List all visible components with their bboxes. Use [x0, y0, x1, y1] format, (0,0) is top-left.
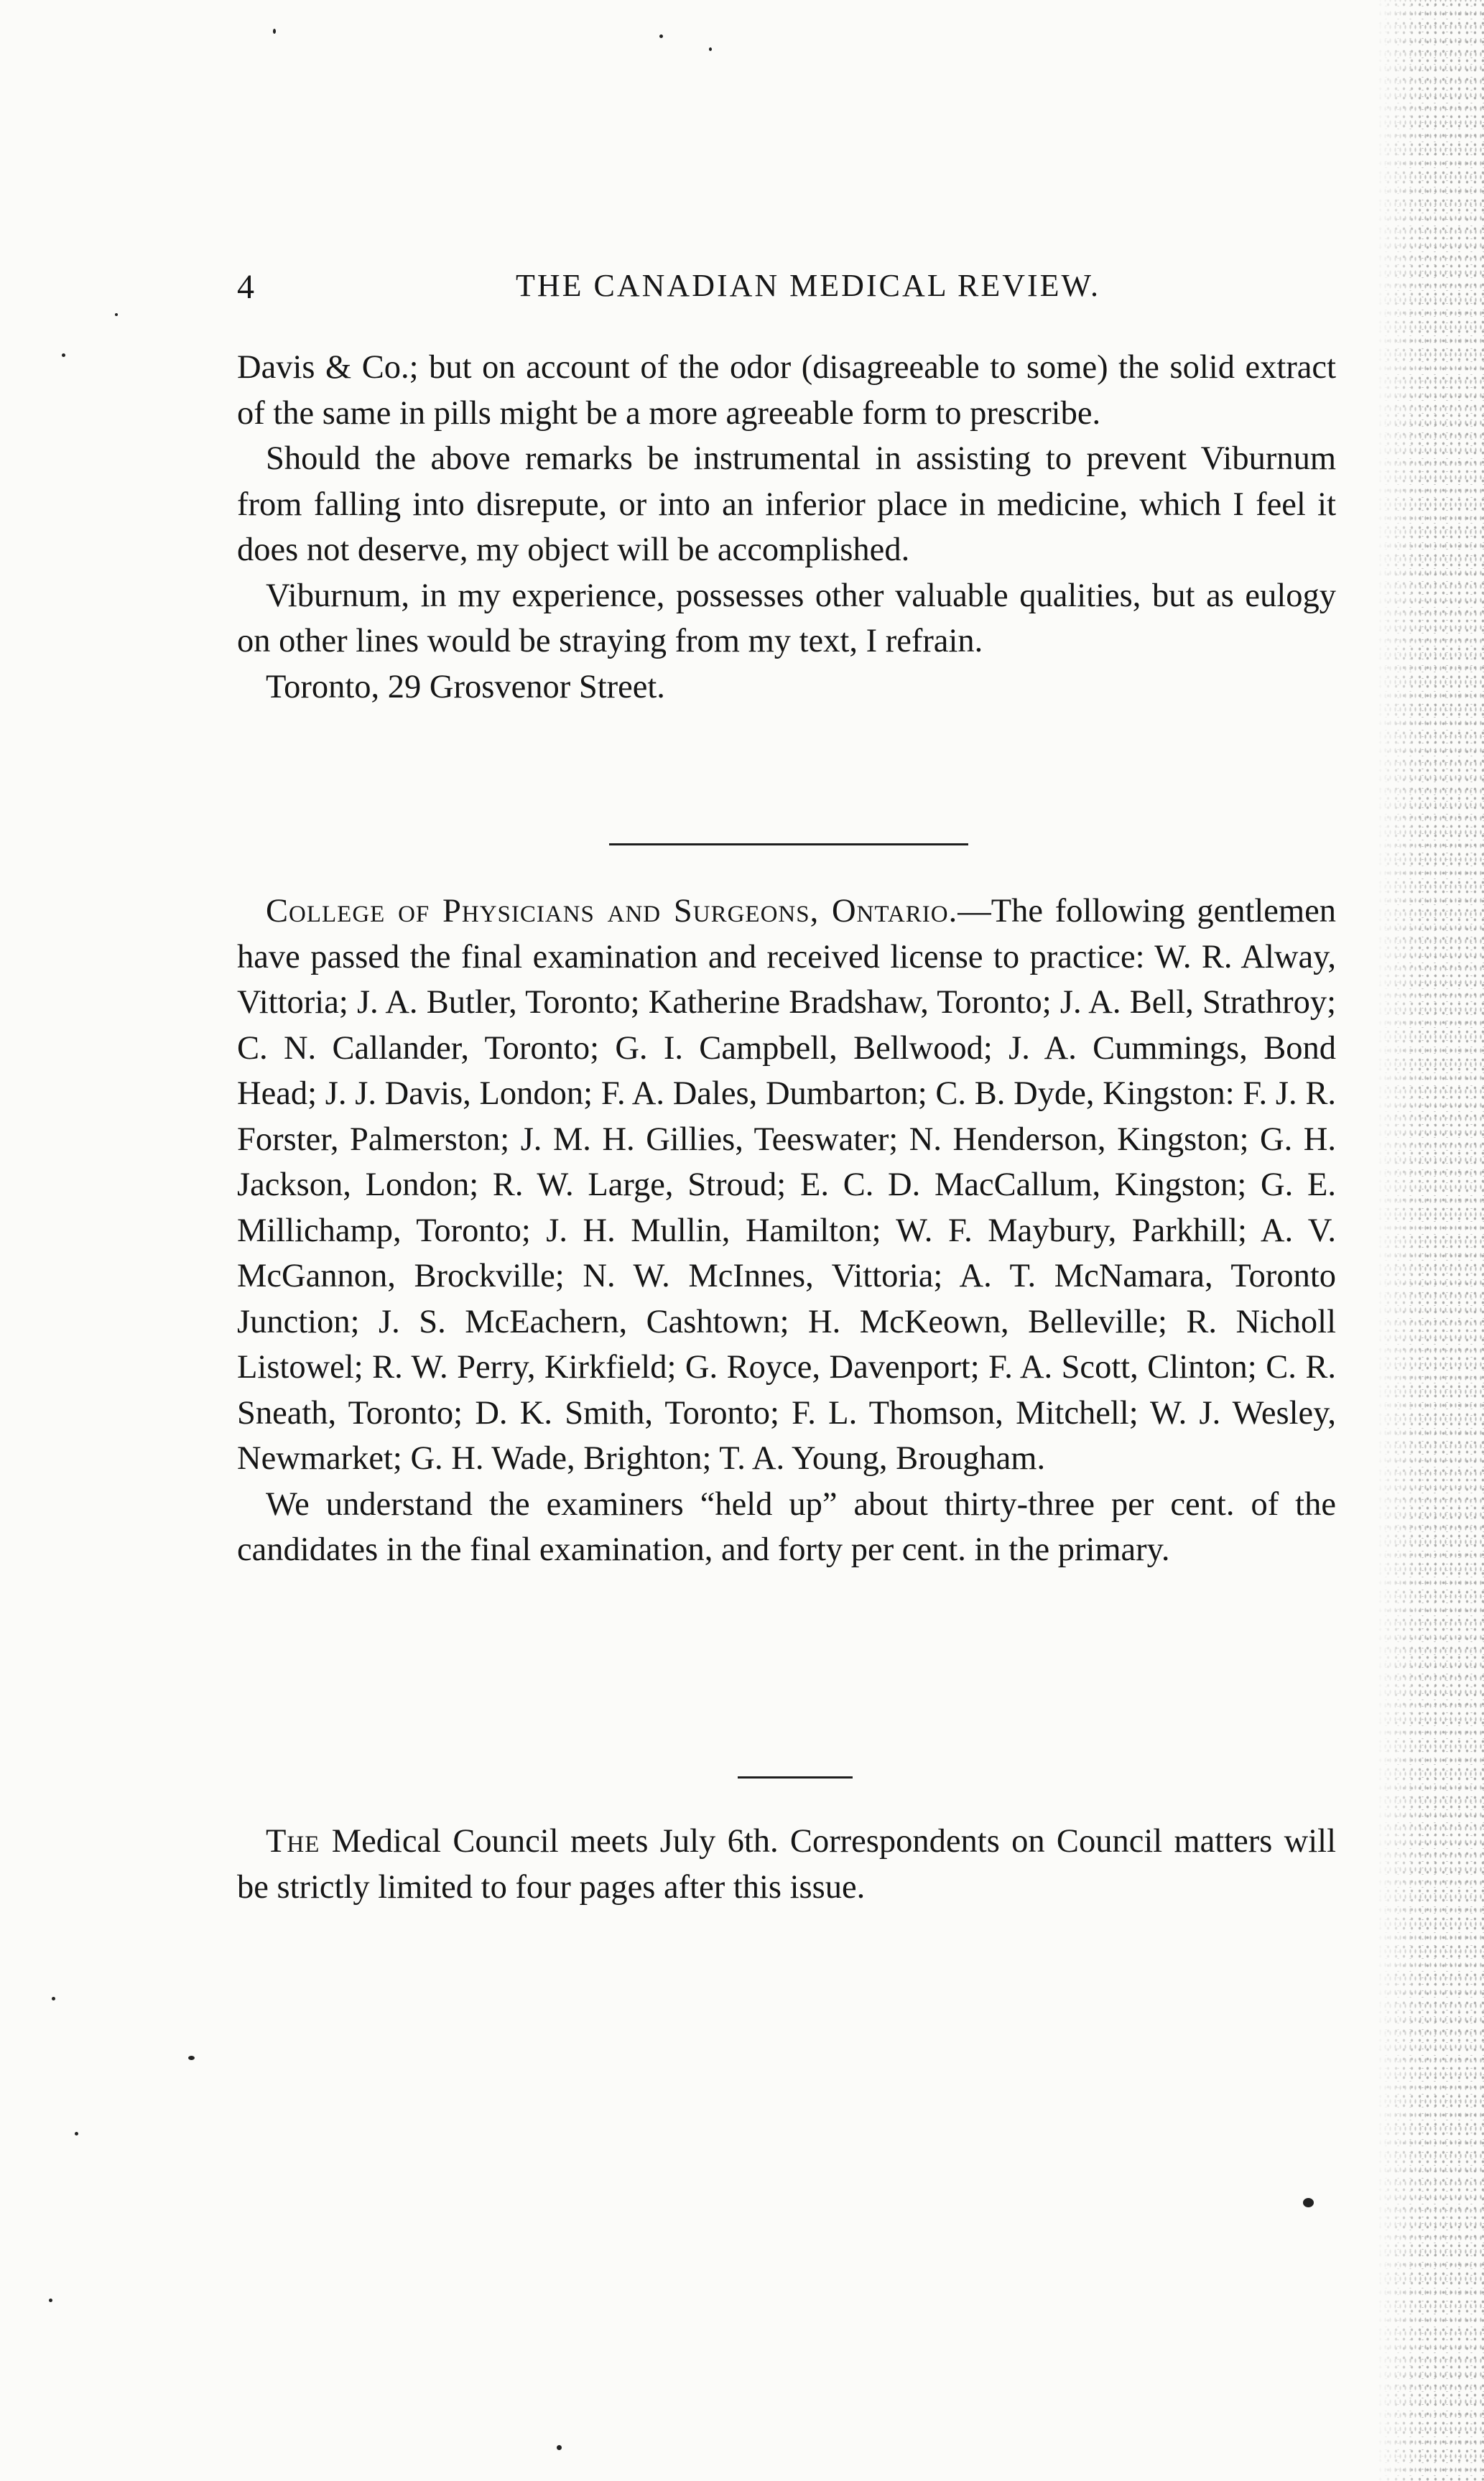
page-number: 4 [237, 268, 254, 306]
scan-speck [52, 1997, 55, 2000]
article-paragraph: Viburnum, in my experience, possesses other valuable qualities, but as eulogy on other lines would be straying from my text, I refrain. [237, 577, 1336, 659]
journal-title: THE CANADIAN MEDICAL REVIEW. [516, 268, 1100, 303]
college-notice [237, 889, 1336, 1573]
council-notice-lead: The [266, 1823, 320, 1860]
graduates-list: —The following gentlemen have passed the final examination and received license to practice: W. R. Alway, Vittoria; J. A. Butler, Toronto; Katherine Bradshaw, Toronto; J. A. Bell, Strathroy; C. N. Callander, Toronto; G. I. Campbell, Bellwood; J. A. Cummings, Bond Head; J. J. Davis, London; F. A. Dales, Dumbarton; C. B. Dyde, Kingston: F. J. R. Forster, Palmerston; J. M. H. Gillies, Teeswater; N. Henderson, Kingston; G. H. Jackson, London; R. W. Large, Stroud; E. C. D. MacCallum, Kingston; G. E. Millichamp, Toronto; J. H. Mullin, Hamilton; W. F. Maybury, Parkhill; A. V. McGannon, Brockville; N. W. McInnes, Vittoria; A. T. McNamara, Toronto Junction; J. S. McEachern, Cashtown; H. McKeown, Belleville; R. Nicholl Listowel; R. W. Perry, Kirkfield; G. Royce, Davenport; F. A. Scott, Clinton; C. R. Sneath, Toronto; D. K. Smith, Toronto; F. L. Thomson, Mitchell; W. J. Wesley, Newmarket; G. H. Wade, Brighton; T. A. Young, Brougham. [237, 893, 1337, 1477]
scan-speck [273, 29, 276, 34]
scan-speck [1303, 2198, 1314, 2207]
scanned-page-edge [1376, 0, 1484, 2481]
running-head [237, 267, 1336, 317]
article-signoff: Toronto, 29 Grosvenor Street. [266, 668, 665, 705]
scan-speck [62, 353, 65, 357]
college-notice-heading: College of Physicians and Surgeons, Ontario. [266, 893, 958, 929]
scan-speck [188, 2056, 195, 2060]
scan-speck [115, 313, 118, 316]
scan-speck [49, 2299, 52, 2302]
scan-speck [659, 34, 663, 38]
council-notice-text: Medical Council meets July 6th. Correspondents on Council matters will be strictly limited to four pages after this issue. [237, 1823, 1337, 1906]
section-divider [738, 1776, 853, 1779]
council-notice [237, 1819, 1336, 1910]
examination-results-paragraph: We understand the examiners “held up” about thirty-three per cent. of the candidates in the final examination, and forty per cent. in the primary. [237, 1485, 1336, 1568]
scan-speck [75, 2132, 78, 2135]
viburnum-article [237, 345, 1336, 710]
section-divider [609, 843, 968, 845]
article-paragraph: Should the above remarks be instrumental in assisting to prevent Viburnum from falling into disrepute, or into an inferior place in medicine, which I feel it does not deserve, my object will be accomplished. [237, 440, 1336, 568]
college-notice-paragraph [237, 889, 1336, 1482]
article-paragraph: Davis & Co.; but on account of the odor (disagreeable to some) the solid extract of the same in pills might be a more agreeable form to prescribe. [237, 349, 1336, 432]
scan-speck [709, 47, 712, 51]
council-notice-paragraph [237, 1819, 1336, 1910]
scan-speck [557, 2445, 562, 2450]
